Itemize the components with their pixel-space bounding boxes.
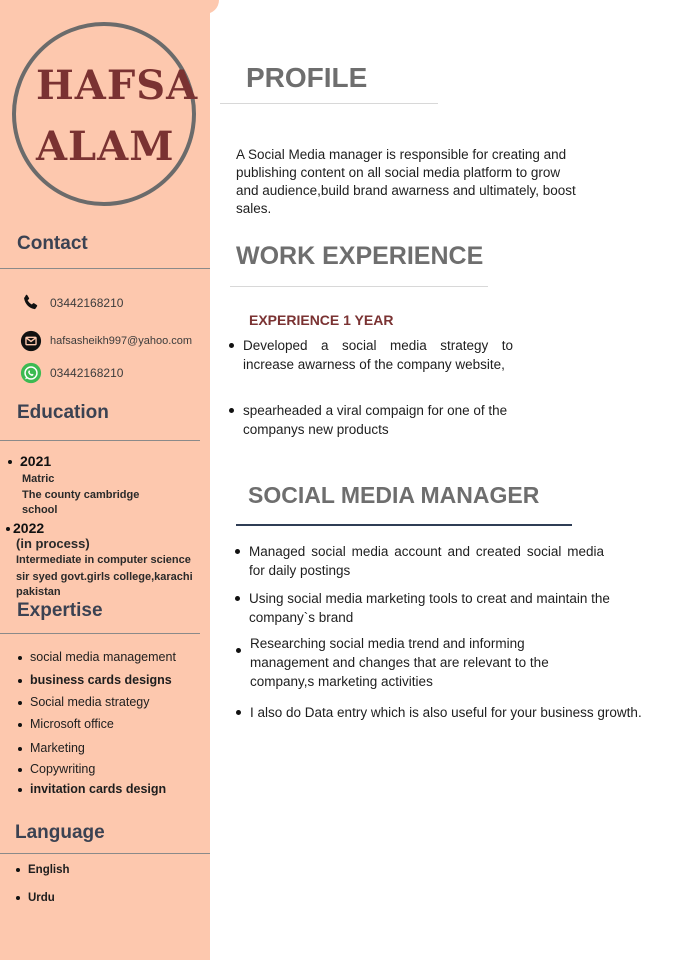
bullet-dot xyxy=(16,868,20,872)
contact-whatsapp-row xyxy=(20,362,123,384)
education-line: pakistan xyxy=(16,586,61,598)
name-first: HAFSA xyxy=(36,62,199,109)
contact-phone-row xyxy=(20,292,123,314)
smm-bullet-text: I also do Data entry which is also useful for your business growth. xyxy=(250,705,642,720)
profile-heading: PROFILE xyxy=(246,62,368,93)
education-year-text: 2021 xyxy=(20,453,52,469)
language-heading: Language xyxy=(15,822,105,843)
contact-email-row xyxy=(20,330,192,352)
education-line: school xyxy=(22,504,58,516)
language-rule xyxy=(0,853,210,854)
bullet-dot xyxy=(229,343,234,348)
expertise-item xyxy=(18,741,85,755)
work-bullet xyxy=(243,401,548,439)
smm-bullet-text: Using social media marketing tools to creat and maintain the company`s brand xyxy=(249,591,610,625)
smm-bullet xyxy=(249,589,634,627)
phone-icon xyxy=(20,292,42,314)
expertise-heading: Expertise xyxy=(17,600,103,621)
work-bullet-text: Developed a social media strategy to increase awarness of the company website, xyxy=(243,338,513,372)
smm-bullet-text: Managed social media account and created social media for daily postings xyxy=(249,544,604,578)
expertise-item-text: business cards designs xyxy=(30,673,172,687)
expertise-item-text: Marketing xyxy=(30,741,85,755)
language-item xyxy=(16,892,55,904)
smm-heading: SOCIAL MEDIA MANAGER xyxy=(248,482,540,508)
contact-heading: Contact xyxy=(17,233,88,254)
work-bullet xyxy=(243,336,513,374)
experience-subtitle: EXPERIENCE 1 YEAR xyxy=(249,312,394,328)
expertise-item xyxy=(18,673,172,687)
bullet-dot xyxy=(18,768,22,772)
smm-bullet xyxy=(250,703,650,722)
expertise-item-text: invitation cards design xyxy=(30,782,167,796)
education-line: sir syed govt.girls college,karachi xyxy=(16,571,193,583)
bullet-dot xyxy=(18,679,22,683)
education-heading: Education xyxy=(17,402,109,423)
language-item-text: Urdu xyxy=(28,892,55,904)
work-rule xyxy=(230,286,488,287)
work-bullet-text: spearheaded a viral compaign for one of the companys new products xyxy=(243,403,508,437)
bullet-dot xyxy=(229,408,234,413)
bullet-dot xyxy=(18,723,22,727)
bullet-dot xyxy=(18,656,22,660)
bullet-dot xyxy=(18,788,22,792)
bullet-dot xyxy=(6,527,10,531)
language-item xyxy=(16,864,70,876)
bullet-dot xyxy=(236,648,241,653)
work-heading: WORK EXPERIENCE xyxy=(236,242,484,270)
whatsapp-icon xyxy=(20,362,42,384)
education-rule xyxy=(0,440,200,441)
smm-bullet xyxy=(249,542,604,580)
name-circle xyxy=(12,22,199,206)
bullet-dot xyxy=(236,710,241,715)
contact-email: hafsasheikh997@yahoo.com xyxy=(50,335,193,347)
smm-bullet xyxy=(250,634,590,691)
contact-whatsapp: 03442168210 xyxy=(50,366,124,380)
education-year-text: 2022 xyxy=(13,520,45,536)
expertise-item xyxy=(18,695,150,709)
expertise-item xyxy=(18,717,114,731)
education-year-2021 xyxy=(8,453,51,469)
education-line: The county cambridge xyxy=(22,489,140,501)
expertise-rule xyxy=(0,633,200,634)
mail-icon xyxy=(20,330,42,352)
expertise-item-text: Microsoft office xyxy=(30,717,114,731)
expertise-item xyxy=(18,762,95,776)
bullet-dot xyxy=(18,747,22,751)
language-item-text: English xyxy=(28,864,70,876)
bullet-dot xyxy=(235,596,240,601)
education-year-2022 xyxy=(6,520,44,536)
bullet-dot xyxy=(18,701,22,705)
expertise-item-text: Copywriting xyxy=(30,762,96,776)
bullet-dot xyxy=(235,549,240,554)
profile-rule xyxy=(220,103,438,104)
expertise-item xyxy=(18,650,176,664)
smm-bullet-text: Researching social media trend and informing management and changes that are relevant to the company,s marketing activities xyxy=(250,636,549,689)
education-line: Matric xyxy=(22,473,55,485)
bullet-dot xyxy=(8,460,12,464)
contact-rule xyxy=(0,268,210,269)
bullet-dot xyxy=(16,896,20,900)
sidebar-notch xyxy=(205,0,219,14)
expertise-item xyxy=(18,782,166,796)
education-status: (in process) xyxy=(16,536,90,551)
name-last: ALAM xyxy=(36,123,175,170)
education-line: Intermediate in computer science xyxy=(16,554,191,566)
expertise-item-text: Social media strategy xyxy=(30,695,150,709)
smm-rule xyxy=(236,524,572,526)
expertise-item-text: social media management xyxy=(30,650,176,664)
contact-phone: 03442168210 xyxy=(50,296,124,310)
profile-text: A Social Media manager is responsible for creating and publishing content on all social media platform to grow and audience,build brand awarness and ultimately, boost sales. xyxy=(236,147,576,216)
